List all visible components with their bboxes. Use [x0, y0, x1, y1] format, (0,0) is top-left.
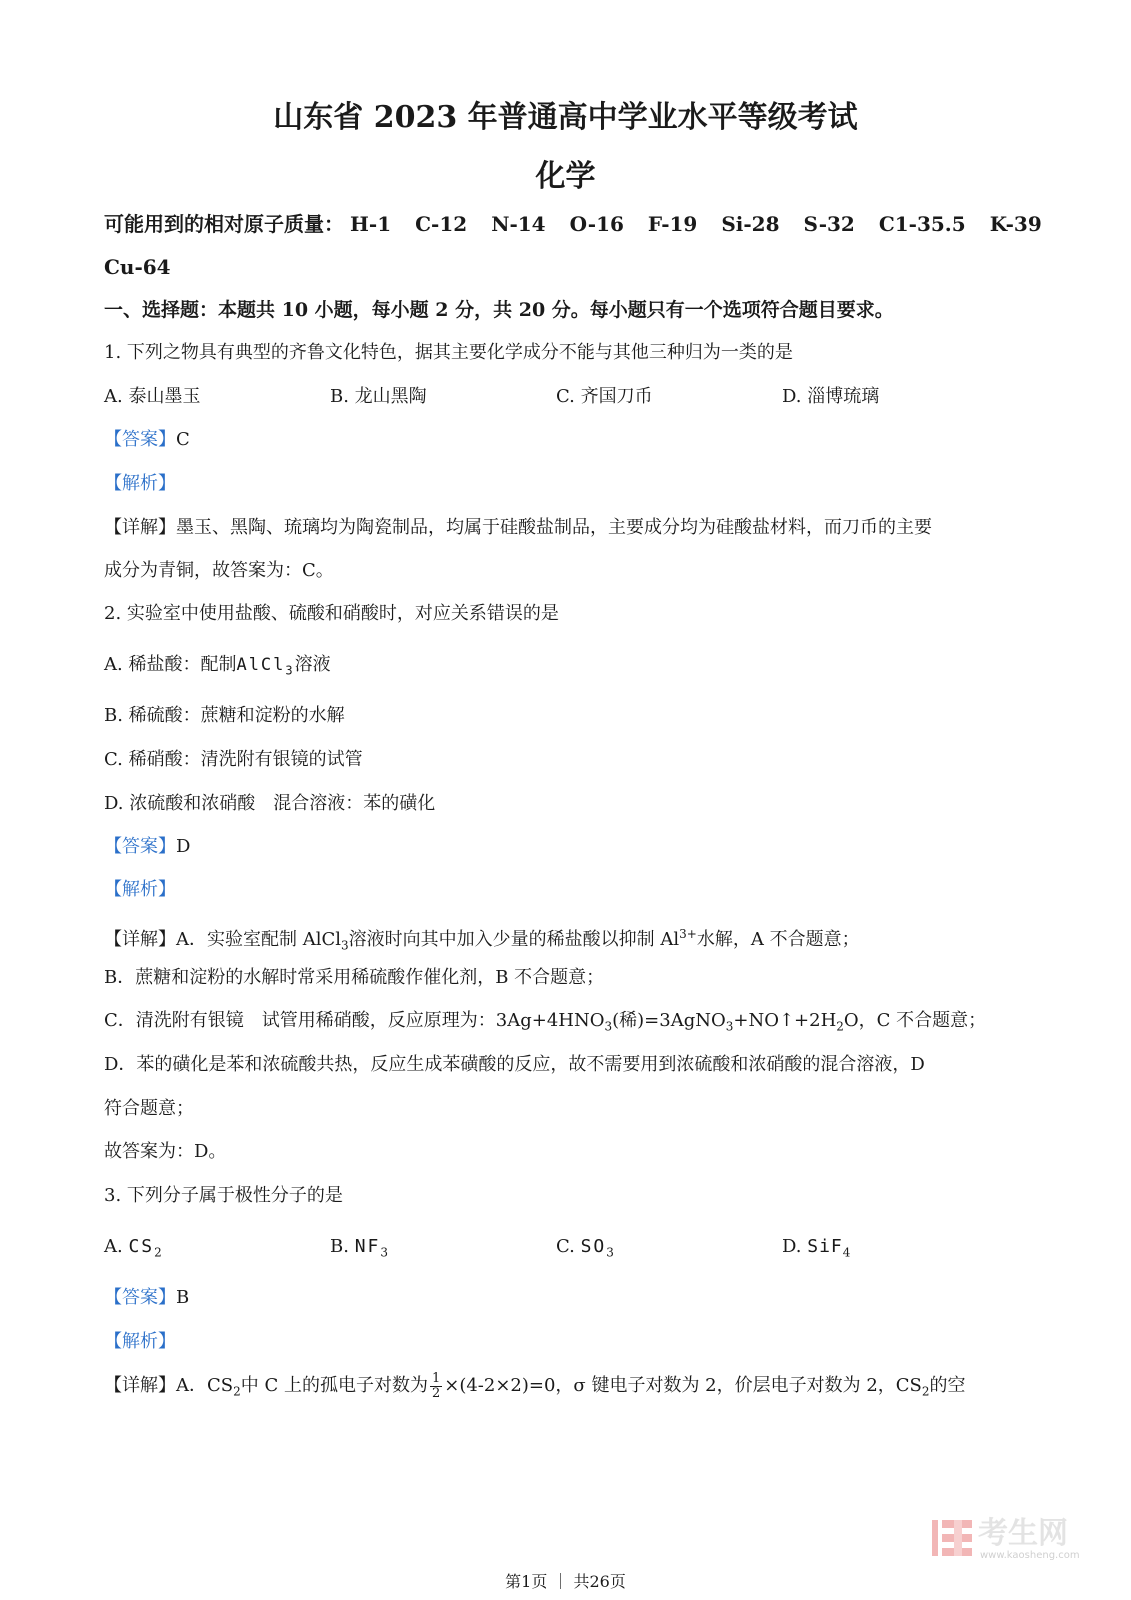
- section-heading: 一、选择题：本题共 10 小题，每小题 2 分，共 20 分。每小题只有一个选项符合题目要求。: [104, 299, 894, 321]
- atomic-masses: [104, 212, 1042, 236]
- detail-text: +NO↑+2H: [733, 1010, 837, 1031]
- detail-text: 的空: [929, 1375, 966, 1396]
- fraction: [430, 1372, 442, 1401]
- q1-option-a: A. 泰山墨玉: [104, 386, 201, 407]
- detail-sub: 2: [233, 1384, 241, 1399]
- detail-sub: 3: [341, 938, 349, 953]
- q2-stem: 2. 实验室中使用盐酸、硫酸和硝酸时，对应关系错误的是: [104, 603, 559, 624]
- detail-text: 溶液时向其中加入少量的稀盐酸以抑制 Al: [348, 929, 680, 950]
- q3-answer: [104, 1286, 189, 1310]
- detail-text: A．实验室配制 AlCl: [176, 929, 342, 950]
- detail-sub: 3: [725, 1019, 734, 1034]
- q1-answer-value: C: [176, 429, 190, 450]
- q3-answer-value: B: [176, 1287, 190, 1308]
- q2-answer: [104, 835, 190, 859]
- kaosheng-logo: [930, 1514, 1090, 1564]
- q1-option-d: D. 淄博琉璃: [782, 386, 880, 407]
- exam-title: 山东省 2023 年普通高中学业水平等级考试: [273, 100, 858, 135]
- formula-text: NF: [354, 1236, 381, 1257]
- q3-option-b: [330, 1235, 388, 1265]
- option-label: C.: [556, 1236, 575, 1257]
- mass-item: K-39: [989, 212, 1042, 236]
- q2-detail-c: [104, 1009, 986, 1039]
- q2-option-a-suffix: 溶液: [294, 654, 331, 675]
- detail-text: (稀)=3AgNO: [612, 1010, 726, 1031]
- q1-stem: 1. 下列之物具有典型的齐鲁文化特色，据其主要化学成分不能与其他三种归为一类的是: [104, 342, 793, 363]
- formula-sub: 4: [842, 1245, 851, 1260]
- formula-text: CS: [128, 1236, 155, 1257]
- mass-item: C-12: [415, 212, 468, 236]
- q1-analysis-tag: 【解析】: [104, 473, 176, 494]
- formula-sub: 2: [154, 1245, 162, 1260]
- q3-detail-line-1: [104, 1366, 966, 1412]
- fraction-numerator: 1: [431, 1370, 441, 1386]
- detail-text: O，C 不合题意；: [843, 1010, 987, 1031]
- detail-sub: 2: [921, 1384, 930, 1399]
- detail-text: A．CS: [176, 1375, 234, 1396]
- kaosheng-logo-icon: [930, 1516, 974, 1560]
- mass-item-last: Cu-64: [104, 255, 171, 279]
- q2-option-b: B. 稀硫酸：蔗糖和淀粉的水解: [104, 705, 345, 726]
- mass-item: C1-35.5: [878, 212, 966, 236]
- q2-answer-value: D: [176, 836, 191, 857]
- masses-label: 可能用到的相对原子质量：: [104, 212, 344, 236]
- q3-stem: 3. 下列分子属于极性分子的是: [104, 1185, 343, 1206]
- mass-item: Si-28: [721, 212, 780, 236]
- answer-tag: 【答案】: [104, 429, 176, 450]
- mass-item: S-32: [803, 212, 855, 236]
- q2-conclusion: 故答案为：D。: [104, 1141, 227, 1162]
- q2-option-d: D. 浓硫酸和浓硝酸 混合溶液：苯的磺化: [104, 793, 436, 814]
- q2-detail-b: B．蔗糖和淀粉的水解时常采用稀硫酸作催化剂，B 不合题意；: [104, 967, 605, 988]
- detail-tag: 【详解】: [104, 929, 176, 950]
- watermark-url: www.kaosheng.com: [980, 1550, 1080, 1561]
- detail-text: ×(4-2×2)=0，σ 键电子对数为 2，价层电子对数为 2，CS: [444, 1375, 922, 1396]
- detail-text: C．清洗附有银镜 试管用稀硝酸，反应原理为：3Ag+4HNO: [104, 1010, 605, 1031]
- mass-item: F-19: [647, 212, 698, 236]
- q2-detail-a: [104, 922, 860, 958]
- formula-sub: 3: [285, 663, 295, 678]
- detail-sub: 3: [604, 1019, 613, 1034]
- formula-sub: 3: [380, 1245, 389, 1260]
- detail-tag: 【详解】: [104, 517, 176, 538]
- formula-text: SiF: [807, 1236, 843, 1257]
- fraction-denominator: 2: [431, 1385, 441, 1401]
- option-label: B.: [330, 1236, 349, 1257]
- q3-option-d: [782, 1235, 850, 1265]
- q1-option-b: B. 龙山黑陶: [330, 386, 427, 407]
- q2-option-a-text: A. 稀盐酸：配制: [104, 654, 237, 675]
- detail-text: 水解，A 不合题意；: [696, 929, 860, 950]
- answer-tag: 【答案】: [104, 836, 176, 857]
- answer-tag: 【答案】: [104, 1287, 176, 1308]
- mass-item: N-14: [491, 212, 546, 236]
- detail-sub: 2: [836, 1019, 844, 1034]
- q2-detail-d-line-2: 符合题意；: [104, 1098, 194, 1119]
- subject-title: 化学: [535, 159, 596, 194]
- q3-option-c: [556, 1235, 614, 1265]
- page-footer: 第1页 ｜ 共26页: [505, 1572, 626, 1591]
- option-label: A.: [104, 1236, 123, 1257]
- q2-analysis-tag: 【解析】: [104, 879, 176, 900]
- q1-detail-line-2: 成分为青铜，故答案为：C。: [104, 560, 334, 581]
- q1-answer: [104, 428, 190, 452]
- detail-sup: 3+: [679, 927, 697, 941]
- q3-option-a: [104, 1235, 162, 1265]
- q2-detail-d-line-1: D．苯的磺化是苯和浓硫酸共热，反应生成苯磺酸的反应，故不需要用到浓硫酸和浓硝酸的混合溶液，D: [104, 1054, 925, 1075]
- q2-option-c: C. 稀硝酸：清洗附有银镜的试管: [104, 749, 363, 770]
- option-label: D.: [782, 1236, 802, 1257]
- q1-detail-text: 墨玉、黑陶、琉璃均为陶瓷制品，均属于硅酸盐制品，主要成分均为硅酸盐材料，而刀币的主要: [176, 517, 932, 538]
- mass-item: O-16: [569, 212, 624, 236]
- detail-text: 中 C 上的孤电子对数为: [240, 1375, 428, 1396]
- q3-analysis-tag: 【解析】: [104, 1331, 176, 1352]
- detail-tag: 【详解】: [104, 1375, 176, 1396]
- formula-text: AlCl: [236, 655, 286, 675]
- q2-option-a-formula: [236, 655, 295, 678]
- formula-sub: 3: [606, 1245, 614, 1260]
- q1-option-c: C. 齐国刀币: [556, 386, 653, 407]
- watermark-name: 考生网: [978, 1516, 1068, 1551]
- q1-detail-line-1: [104, 516, 932, 540]
- mass-item: H-1: [350, 212, 392, 236]
- q2-option-a: [104, 653, 331, 682]
- formula-text: SO: [580, 1236, 607, 1257]
